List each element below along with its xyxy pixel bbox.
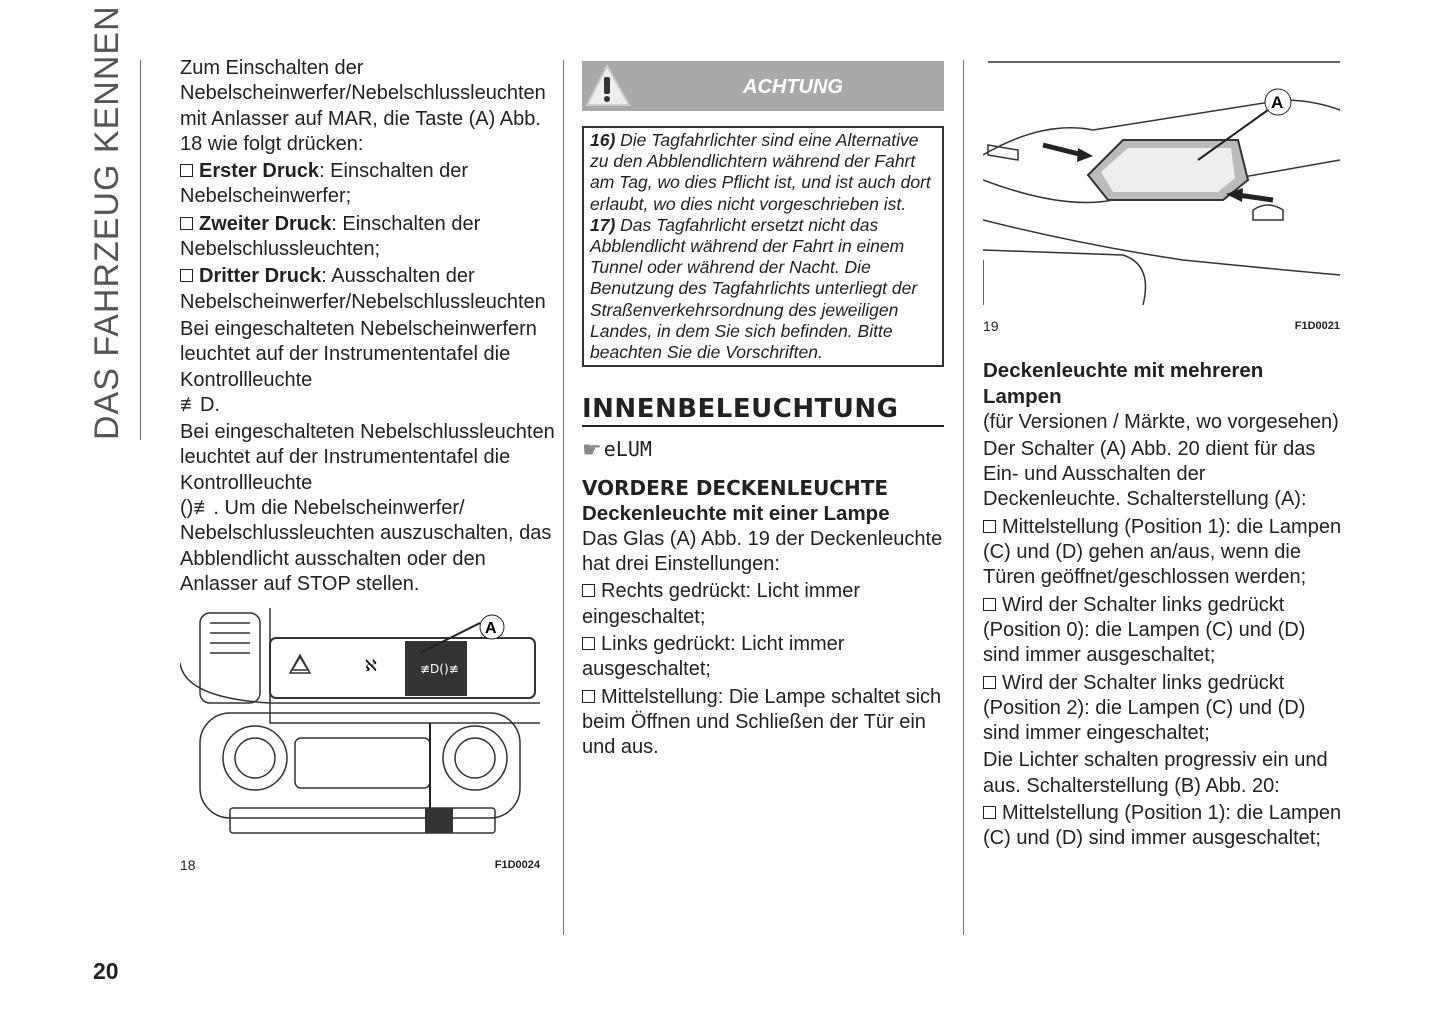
section-heading: INNENBELEUCHTUNG xyxy=(582,397,944,426)
list-item: Wird der Schalter links gedrückt (Position 2): die Lampen (C) und (D) sind immer eingeschaltet; xyxy=(983,671,1306,745)
checkbox-bullet-icon xyxy=(582,690,595,703)
paragraph: Bei eingeschalteten Nebelscheinwerfern leuchtet auf der Instrumententafel die Kontrollleuchte ≢D. xyxy=(180,317,537,416)
intro-text: Zum Einschalten der Nebelscheinwerfer/Nebelschlussleuchten mit Anlasser auf MAR, die Taste (A) Abb. 18 wie folgt drücken: xyxy=(180,57,546,155)
list-item: Mittelstellung (Position 1): die Lampen (C) und (D) gehen an/aus, wenn die Türen geöffnet/geschlossen werden; xyxy=(983,515,1342,589)
subsubheading: Deckenleuchte mit mehreren Lampen xyxy=(983,358,1264,408)
list-item: Dritter Druck: Ausschalten der Nebelscheinwerfer/Nebelschlussleuchten xyxy=(180,265,546,313)
figure-number: 19 xyxy=(983,318,999,335)
checkbox-bullet-icon xyxy=(180,164,193,177)
side-divider xyxy=(140,60,141,440)
checkbox-bullet-icon xyxy=(582,584,595,597)
figure-code: F1D0024 xyxy=(494,858,540,871)
list-item: Erster Druck: Einschalten der Nebelscheinwerfer; xyxy=(180,160,469,208)
column-3 xyxy=(983,60,1343,854)
paragraph: Der Schalter (A) Abb. 20 dient für das Ein- und Ausschalten der Deckenleuchte. Schalterstellung (A): xyxy=(983,437,1316,511)
column-divider xyxy=(563,60,564,935)
figure-number: 18 xyxy=(180,856,196,873)
warning-title: ACHTUNG xyxy=(743,76,843,98)
svg-text:ℵ: ℵ xyxy=(365,656,377,676)
section-side-title: DAS FAHRZEUG KENNEN xyxy=(88,5,126,440)
paragraph: Bei eingeschalteten Nebelschlussleuchten leuchtet auf der Instrumententafel die Kontrollleuchte ()≢. Um die Nebelscheinwerfer/ Nebelschlussleuchten auszuschalten, das Abblendlicht ausschalten oder den Anlasser auf STOP stellen. xyxy=(180,421,555,595)
figure-19 xyxy=(983,60,1340,340)
note-16: 16) Die Tagfahrlichter sind eine Alternative zu den Abblendlichtern während der Fahrt am Tag, wo dies Pflicht ist, und ist auch dort erlaubt, wo dies nicht vorgeschrieben ist. xyxy=(590,130,931,214)
paragraph: Das Glas (A) Abb. 19 der Deckenleuchte hat drei Einstellungen: xyxy=(582,527,943,576)
figure-caption xyxy=(180,853,540,878)
checkbox-bullet-icon xyxy=(983,676,996,689)
checkbox-bullet-icon xyxy=(983,520,996,533)
column-2 xyxy=(582,61,944,763)
list-item: Mittelstellung (Position 1): die Lampen (C) und (D) sind immer ausgeschaltet; xyxy=(983,802,1342,850)
page-number: 20 xyxy=(93,958,119,984)
figure-caption xyxy=(983,314,1340,339)
column-1 xyxy=(180,56,560,878)
svg-text:≢D()≢: ≢D()≢ xyxy=(420,662,459,677)
dashboard-switch-illustration xyxy=(180,603,540,843)
list-item: Mittelstellung: Die Lampe schaltet sich beim Öffnen und Schließen der Tür ein und aus. xyxy=(582,685,942,759)
checkbox-bullet-icon xyxy=(180,217,193,230)
note-17: 17) Das Tagfahrlicht ersetzt nicht das Abblendlicht während der Fahrt in einem Tunnel oder während der Nacht. Die Benutzung des Tagfahrlichts unterliegt der Straßenverkehrsordnung des jeweiligen Landes, in dem Sie sich befinden. Bitte beachten Sie die Vorschriften. xyxy=(590,214,918,363)
ceiling-lamp-illustration xyxy=(983,60,1340,305)
checkbox-bullet-icon xyxy=(983,806,996,819)
column-divider xyxy=(963,60,964,935)
figure-code: F1D0021 xyxy=(1294,320,1340,333)
list-item: Zweiter Druck: Einschalten der Nebelschlussleuchten; xyxy=(180,212,481,261)
warning-header xyxy=(582,61,944,111)
checkbox-bullet-icon xyxy=(180,269,193,282)
subsubheading: Deckenleuchte mit einer Lampe xyxy=(582,501,890,525)
note-text: (für Versionen / Märkte, wo vorgesehen) xyxy=(983,410,1339,433)
callout-a: A xyxy=(485,620,497,638)
fog-light-indicator-icon: ≢D. xyxy=(180,393,220,416)
warning-notes xyxy=(582,126,944,367)
subheading: VORDERE DECKENLEUCHTE xyxy=(582,475,889,500)
checkbox-bullet-icon xyxy=(983,598,996,611)
list-item: Links gedrückt: Licht immer ausgeschaltet; xyxy=(582,633,845,681)
list-item: Rechts gedrückt: Licht immer eingeschaltet; xyxy=(582,580,860,628)
list-item: Wird der Schalter links gedrückt (Position 0): die Lampen (C) und (D) sind immer ausgeschaltet; xyxy=(983,593,1306,667)
figure-18 xyxy=(180,603,540,878)
callout-a: A xyxy=(1271,93,1284,112)
pointing-hand-icon: ☛ xyxy=(582,436,602,462)
elum-marker: ☛ eLUM xyxy=(582,436,652,462)
rear-fog-light-indicator-icon: ()≢ xyxy=(180,497,214,520)
paragraph: Die Lichter schalten progressiv ein und aus. Schalterstellung (B) Abb. 20: xyxy=(983,749,1328,797)
checkbox-bullet-icon xyxy=(582,637,595,650)
